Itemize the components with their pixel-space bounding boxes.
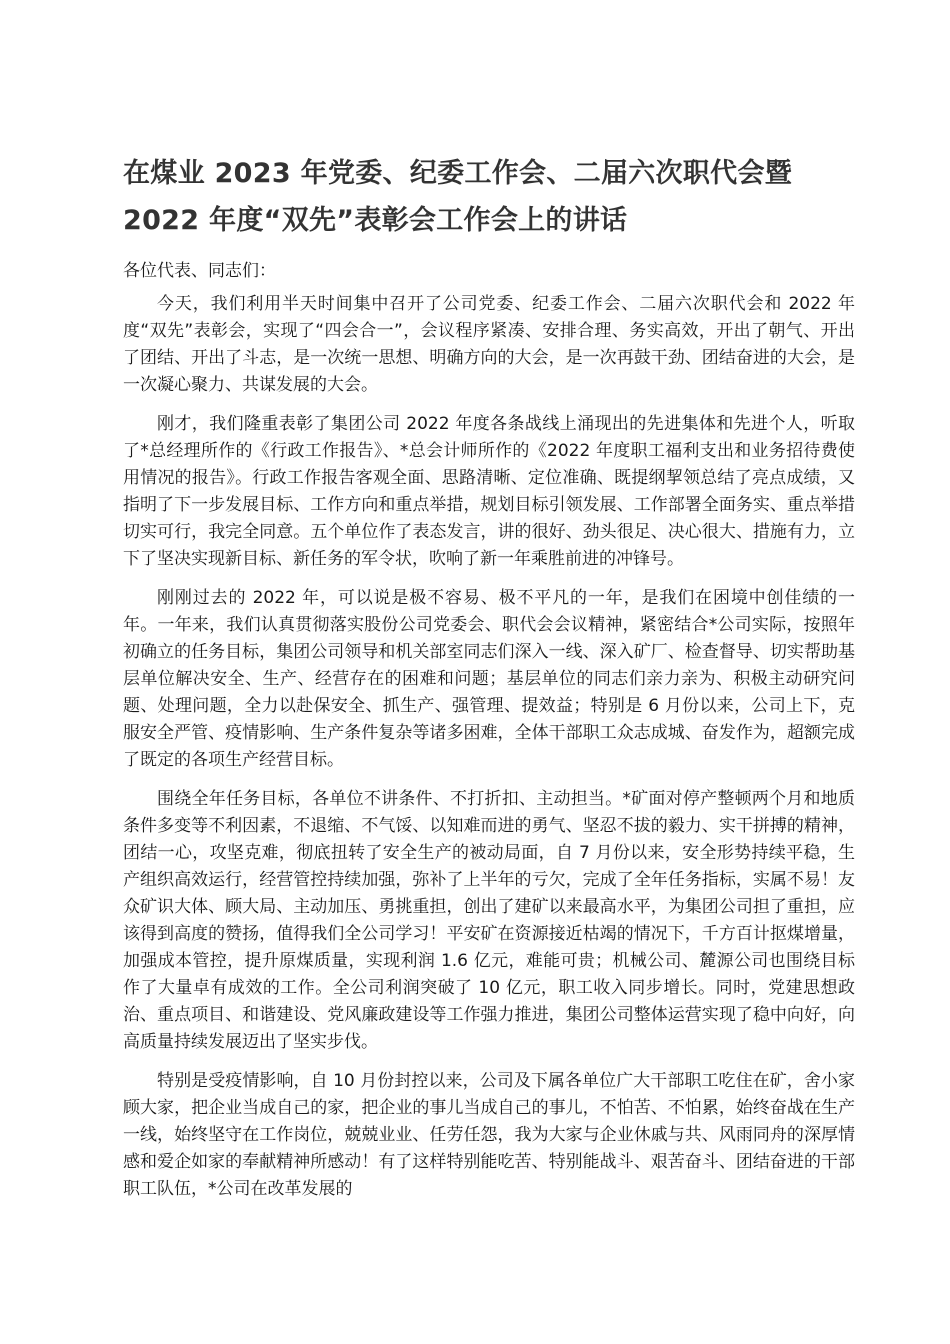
paragraph-3: 刚刚过去的 2022 年，可以说是极不容易、极不平凡的一年，是我们在困境中创佳绩的一年。一年来，我们认真贯彻落实股份公司党委会、职代会会议精神，紧密结合*公司实际，按照年初确立的任务目标，集团公司领导和机关部室同志们深入一线、深入矿厂、检查督导、切实帮助基层单位解决安全、生产、经营存在的困难和问题；基层单位的同志们亲力亲为、积极主动研究问题、处理问题，全力以赴保安全、抓生产、强管理、提效益；特别是 6 月份以来，公司上下，克服安全严管、疫情影响、生产条件复杂等诸多困难，全体干部职工众志成城、奋发作为，超额完成了既定的各项生产经营目标。 [123,588,855,770]
paragraph-1: 今天，我们利用半天时间集中召开了公司党委、纪委工作会、二届六次职代会和 2022 年度“双先”表彰会，实现了“四会合一”，会议程序紧凑、安排合理、务实高效，开出了朝气、开出了团结、开出了斗志，是一次统一思想、明确方向的大会，是一次再鼓干劲、团结奋进的大会，是一次凝心聚力、共谋发展的大会。 [123,294,855,395]
title-line-1: 在煤业 2023 年党委、纪委工作会、二届六次职代会暨 [123,158,793,189]
document-title [123,150,855,244]
paragraph-4: 围绕全年任务目标，各单位不讲条件、不打折扣、主动担当。*矿面对停产整顿两个月和地质条件多变等不利因素，不退缩、不气馁、以知难而进的勇气、坚忍不拔的毅力、实干拼搏的精神，团结一心，攻坚克难，彻底扭转了安全生产的被动局面，自 7 月份以来，安全形势持续平稳，生产组织高效运行，经营管控持续加强，弥补了上半年的亏欠，完成了全年任务指标，实属不易！友众矿识大体、顾大局、主动加压、勇挑重担，创出了建矿以来最高水平，为集团公司担了重担，应该得到高度的赞扬，值得我们全公司学习！平安矿在资源接近枯竭的情况下，千方百计抠煤增量，加强成本管控，提升原煤质量，实现利润 1.6 亿元，难能可贵；机械公司、麓源公司也围绕目标作了大量卓有成效的工作。全公司利润突破了 10 亿元，职工收入同步增长。同时，党建思想政治、重点项目、和谐建设、党风廉政建设等工作强力推进，集团公司整体运营实现了稳中向好，向高质量持续发展迈出了坚实步伐。 [123,789,855,1052]
title-line-2: 2022 年度“双先”表彰会工作会上的讲话 [123,205,628,236]
paragraph-2: 刚才，我们隆重表彰了集团公司 2022 年度各条战线上涌现出的先进集体和先进个人，听取了*总经理所作的《行政工作报告》、*总会计师所作的《2022 年度职工福利支出和业务招待费使用情况的报告》。行政工作报告客观全面、思路清晰、定位准确、既提纲挈领总结了亮点成绩，又指明了下一步发展目标、工作方向和重点举措，规划目标引领发展、工作部署全面务实、重点举措切实可行，我完全同意。五个单位作了表态发言，讲的很好、劲头很足、决心很大、措施有力，立下了坚决实现新目标、新任务的军令状，吹响了新一年乘胜前进的冲锋号。 [123,414,855,569]
paragraph-5: 特别是受疫情影响，自 10 月份封控以来，公司及下属各单位广大干部职工吃住在矿，舍小家顾大家，把企业当成自己的家，把企业的事儿当成自己的事儿，不怕苦、不怕累，始终奋战在生产一线，始终坚守在工作岗位，兢兢业业、任劳任怨，我为大家与企业休戚与共、风雨同舟的深厚情感和爱企如家的奉献精神所感动！有了这样特别能吃苦、特别能战斗、艰苦奋斗、团结奋进的干部职工队伍，*公司在改革发展的 [123,1071,855,1199]
salutation: 各位代表、同志们： [123,261,276,281]
document-page [123,150,855,1215]
